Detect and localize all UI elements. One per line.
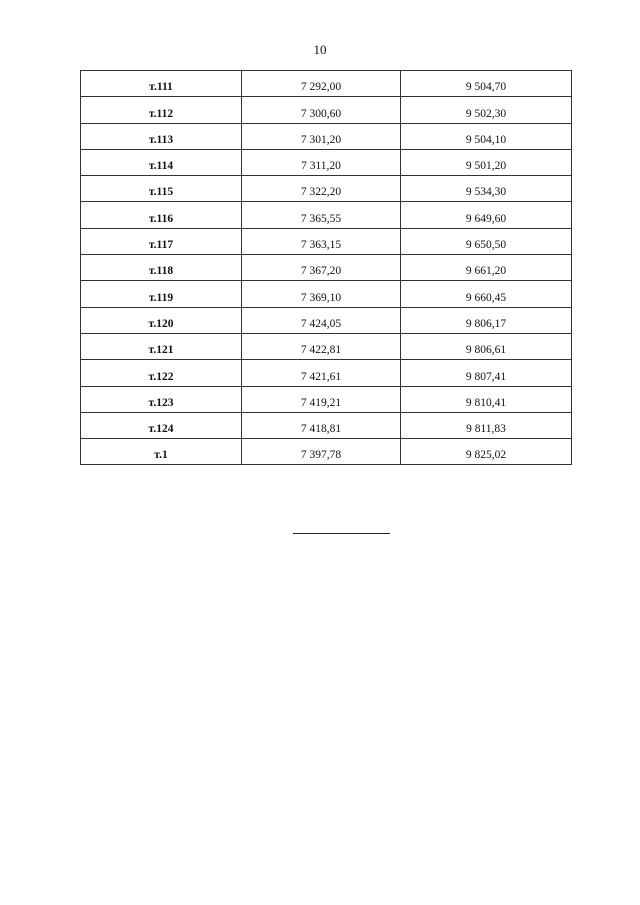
y-coordinate-cell: 9 501,20 bbox=[401, 149, 572, 175]
x-coordinate-cell: 7 311,20 bbox=[242, 149, 401, 175]
point-name-cell: т.111 bbox=[81, 71, 242, 97]
table-row bbox=[81, 228, 572, 254]
y-coordinate-cell: 9 825,02 bbox=[401, 439, 572, 465]
x-coordinate-cell: 7 419,21 bbox=[242, 386, 401, 412]
y-coordinate-cell: 9 534,30 bbox=[401, 176, 572, 202]
x-coordinate-cell: 7 367,20 bbox=[242, 255, 401, 281]
y-coordinate-cell: 9 811,83 bbox=[401, 412, 572, 438]
table-row bbox=[81, 149, 572, 175]
table-row bbox=[81, 386, 572, 412]
y-coordinate-cell: 9 660,45 bbox=[401, 281, 572, 307]
page-number: 10 bbox=[313, 42, 327, 57]
y-coordinate-cell: 9 661,20 bbox=[401, 255, 572, 281]
point-name-cell: т.123 bbox=[81, 386, 242, 412]
y-coordinate-cell: 9 502,30 bbox=[401, 97, 572, 123]
point-name-cell: т.124 bbox=[81, 412, 242, 438]
x-coordinate-cell: 7 363,15 bbox=[242, 228, 401, 254]
point-name-cell: т.121 bbox=[81, 333, 242, 359]
point-name-cell: т.120 bbox=[81, 307, 242, 333]
end-of-document-rule bbox=[293, 533, 390, 534]
x-coordinate-cell: 7 421,61 bbox=[242, 360, 401, 386]
table-row bbox=[81, 71, 572, 97]
y-coordinate-cell: 9 806,61 bbox=[401, 333, 572, 359]
coordinates-table bbox=[80, 70, 572, 465]
coordinates-table-body bbox=[81, 71, 572, 465]
point-name-cell: т.117 bbox=[81, 228, 242, 254]
point-name-cell: т.115 bbox=[81, 176, 242, 202]
x-coordinate-cell: 7 292,00 bbox=[242, 71, 401, 97]
table-row bbox=[81, 123, 572, 149]
table-row bbox=[81, 360, 572, 386]
table-row bbox=[81, 307, 572, 333]
point-name-cell: т.113 bbox=[81, 123, 242, 149]
point-name-cell: т.112 bbox=[81, 97, 242, 123]
table-row bbox=[81, 412, 572, 438]
y-coordinate-cell: 9 504,10 bbox=[401, 123, 572, 149]
y-coordinate-cell: 9 810,41 bbox=[401, 386, 572, 412]
x-coordinate-cell: 7 418,81 bbox=[242, 412, 401, 438]
y-coordinate-cell: 9 807,41 bbox=[401, 360, 572, 386]
table-row bbox=[81, 97, 572, 123]
x-coordinate-cell: 7 424,05 bbox=[242, 307, 401, 333]
x-coordinate-cell: 7 300,60 bbox=[242, 97, 401, 123]
x-coordinate-cell: 7 365,55 bbox=[242, 202, 401, 228]
table-row bbox=[81, 176, 572, 202]
x-coordinate-cell: 7 322,20 bbox=[242, 176, 401, 202]
x-coordinate-cell: 7 369,10 bbox=[242, 281, 401, 307]
y-coordinate-cell: 9 504,70 bbox=[401, 71, 572, 97]
table-row bbox=[81, 255, 572, 281]
point-name-cell: т.1 bbox=[81, 439, 242, 465]
table-row bbox=[81, 439, 572, 465]
point-name-cell: т.118 bbox=[81, 255, 242, 281]
table-row bbox=[81, 202, 572, 228]
point-name-cell: т.119 bbox=[81, 281, 242, 307]
y-coordinate-cell: 9 650,50 bbox=[401, 228, 572, 254]
x-coordinate-cell: 7 422,81 bbox=[242, 333, 401, 359]
point-name-cell: т.114 bbox=[81, 149, 242, 175]
point-name-cell: т.116 bbox=[81, 202, 242, 228]
x-coordinate-cell: 7 301,20 bbox=[242, 123, 401, 149]
table-row bbox=[81, 281, 572, 307]
table-row bbox=[81, 333, 572, 359]
point-name-cell: т.122 bbox=[81, 360, 242, 386]
x-coordinate-cell: 7 397,78 bbox=[242, 439, 401, 465]
y-coordinate-cell: 9 806,17 bbox=[401, 307, 572, 333]
y-coordinate-cell: 9 649,60 bbox=[401, 202, 572, 228]
